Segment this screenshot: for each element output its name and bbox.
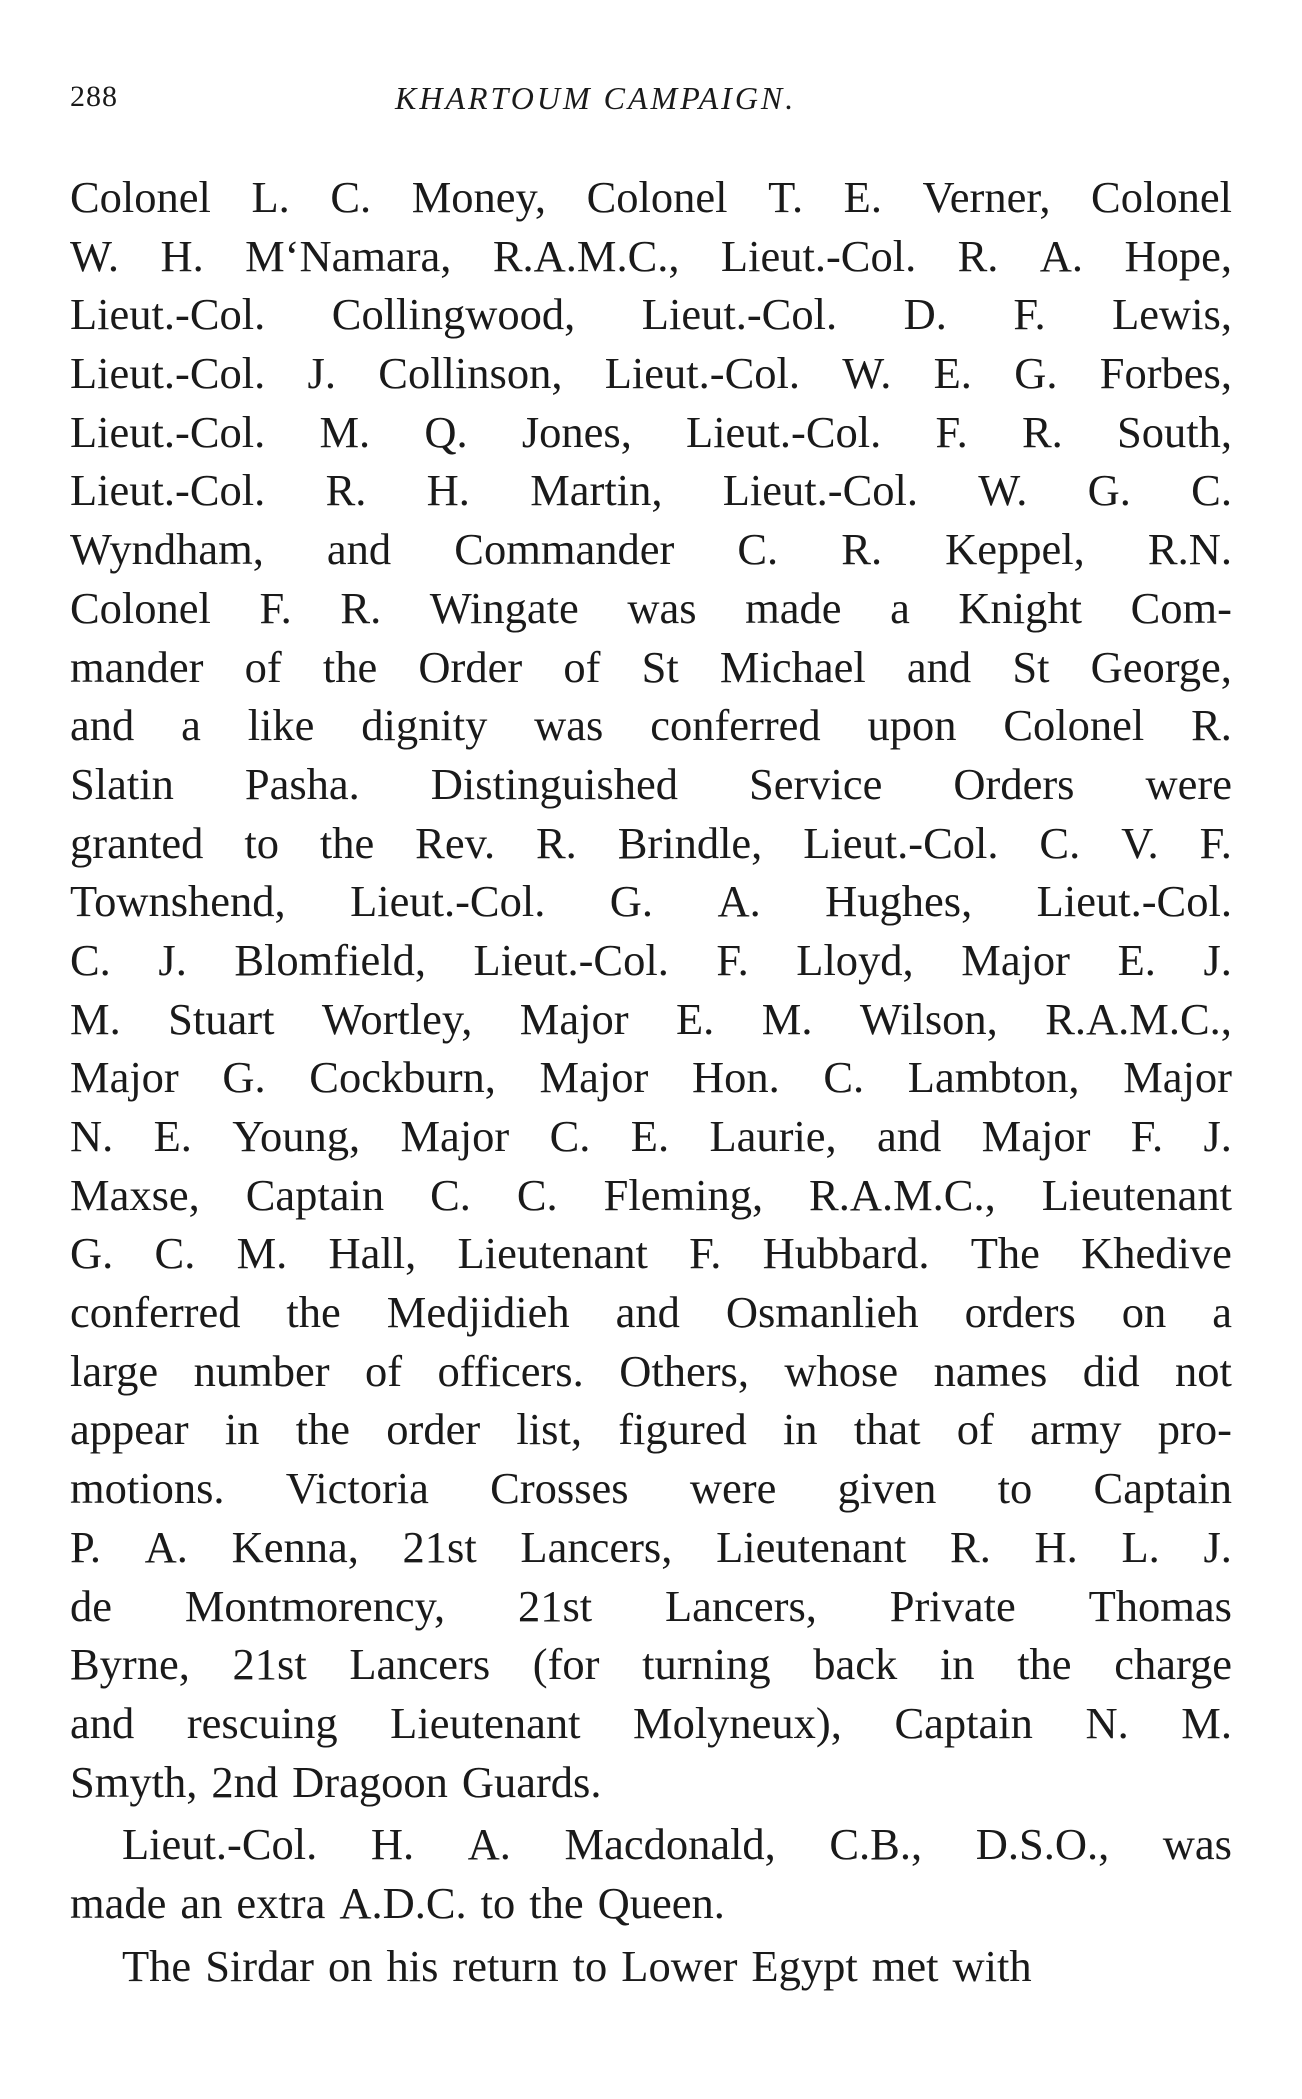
text-line: G. C. M. Hall, Lieutenant F. Hubbard. The Khedive (70, 1228, 1232, 1279)
text-line: W. H. M‘Namara, R.A.M.C., Lieut.-Col. R. A. Hope, (70, 230, 1232, 281)
text-line: Lieut.-Col. M. Q. Jones, Lieut.-Col. F. R. South, (70, 406, 1232, 457)
text-line: Maxse, Captain C. C. Fleming, R.A.M.C., Lieutenant (70, 1169, 1232, 1220)
text-line: Townshend, Lieut.-Col. G. A. Hughes, Lieut.-Col. (70, 876, 1232, 927)
text-line: granted to the Rev. R. Brindle, Lieut.-Col. C. V. F. (70, 817, 1232, 868)
text-line: large number of officers. Others, whose names did not (70, 1345, 1232, 1396)
text-line: de Montmorency, 21st Lancers, Private Thomas (70, 1580, 1232, 1631)
running-title: KHARTOUM CAMPAIGN. (395, 80, 797, 116)
page-number: 288 (70, 80, 118, 113)
text-line: made an extra A.D.C. to the Queen. (70, 1877, 725, 1928)
text-line: Smyth, 2nd Dragoon Guards. (70, 1756, 602, 1807)
paragraph (70, 1815, 1232, 1932)
paragraph (70, 1937, 1232, 1996)
text-line: Byrne, 21st Lancers (for turning back in the charge (70, 1639, 1232, 1690)
text-line: Lieut.-Col. J. Collinson, Lieut.-Col. W. E. G. Forbes, (70, 348, 1232, 399)
text-line: and rescuing Lieutenant Molyneux), Captain N. M. (70, 1697, 1232, 1748)
text-line: Lieut.-Col. R. H. Martin, Lieut.-Col. W. G. C. (70, 465, 1232, 516)
page-header (70, 80, 1230, 130)
body-text (70, 168, 1232, 1995)
text-line: The Sirdar on his return to Lower Egypt met with (122, 1940, 1032, 1991)
text-line: appear in the order list, figured in that of army pro- (70, 1404, 1232, 1455)
text-line: Major G. Cockburn, Major Hon. C. Lambton, Major (70, 1052, 1232, 1103)
text-line: motions. Victoria Crosses were given to Captain (70, 1463, 1232, 1514)
text-line: Lieut.-Col. H. A. Macdonald, C.B., D.S.O., was (122, 1819, 1232, 1870)
text-line: Colonel L. C. Money, Colonel T. E. Verner, Colonel (70, 172, 1232, 222)
text-line: P. A. Kenna, 21st Lancers, Lieutenant R. H. L. J. (70, 1521, 1232, 1572)
text-line: Colonel F. R. Wingate was made a Knight Com- (70, 582, 1232, 633)
text-line: Wyndham, and Commander C. R. Keppel, R.N. (70, 524, 1232, 575)
text-line: Slatin Pasha. Distinguished Service Orders were (70, 758, 1232, 809)
text-line: N. E. Young, Major C. E. Laurie, and Major F. J. (70, 1111, 1232, 1161)
text-line: mander of the Order of St Michael and St George, (70, 641, 1232, 692)
text-line: Lieut.-Col. Collingwood, Lieut.-Col. D. F. Lewis, (70, 289, 1232, 340)
paragraph (70, 168, 1232, 1811)
text-line: conferred the Medjidieh and Osmanlieh orders on a (70, 1287, 1232, 1338)
text-line: and a like dignity was conferred upon Colonel R. (70, 700, 1232, 751)
text-line: C. J. Blomfield, Lieut.-Col. F. Lloyd, Major E. J. (70, 934, 1232, 985)
text-line: M. Stuart Wortley, Major E. M. Wilson, R.A.M.C., (70, 993, 1232, 1044)
